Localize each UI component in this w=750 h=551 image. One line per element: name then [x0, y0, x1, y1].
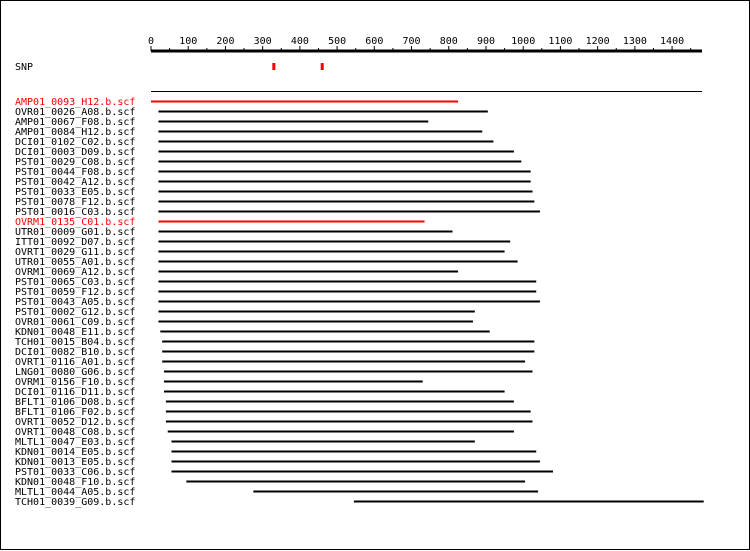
read-name: AMP01_0084_H12.b.scf	[15, 127, 136, 138]
axis-tick-label: 300	[253, 36, 272, 47]
read-name: UTR01_0055_A01.b.scf	[15, 257, 136, 268]
snp-track	[272, 63, 323, 70]
read-list	[15, 97, 704, 508]
read-bar	[162, 361, 525, 363]
read-name: PST01_0042_A12.b.scf	[15, 177, 136, 188]
read-bar	[158, 221, 424, 223]
read-name: PST01_0033_E05.b.scf	[15, 187, 136, 198]
read-name: AMP01_0093_H12.b.scf	[15, 97, 136, 108]
read-bar	[158, 251, 504, 253]
read-bar	[158, 211, 540, 213]
read-bar	[158, 201, 534, 203]
read-name: DCI01_0116_D11.b.scf	[15, 387, 136, 398]
axis-tick-label: 800	[439, 36, 458, 47]
read-bar	[158, 141, 493, 143]
read-alignment-diagram	[1, 1, 750, 551]
axis-tick-label: 100	[179, 36, 198, 47]
read-name: PST01_0033_C06.b.scf	[15, 467, 136, 478]
read-name: KDN01_0048_F10.b.scf	[15, 477, 136, 488]
read-bar	[166, 421, 533, 423]
axis-tick-label: 400	[290, 36, 309, 47]
read-bar	[171, 461, 539, 463]
position-axis	[148, 36, 691, 51]
read-bar	[158, 271, 458, 273]
axis-tick-label: 1400	[660, 36, 685, 47]
read-bar	[158, 151, 513, 153]
read-bar	[171, 441, 474, 443]
read-name: AMP01_0067_F08.b.scf	[15, 117, 136, 128]
read-bar	[186, 481, 525, 483]
axis-tick-label: 900	[476, 36, 496, 47]
read-name: OVRT1_0029_G11.b.scf	[15, 247, 136, 258]
axis-tick-label: 500	[328, 36, 347, 47]
read-name: ITT01_0092_D07.b.scf	[15, 237, 136, 248]
read-name: OVRM1_0135_C01.b.scf	[15, 217, 136, 228]
read-bar	[162, 341, 534, 343]
read-bar	[158, 171, 530, 173]
read-bar	[158, 121, 428, 123]
read-bar	[168, 431, 514, 433]
read-bar	[158, 321, 473, 323]
read-name: DCI01_0003_D09.b.scf	[15, 147, 136, 158]
read-name: BFLT1_0106_D08.b.scf	[15, 397, 136, 408]
read-name: OVRM1_0069_A12.b.scf	[15, 267, 136, 278]
read-name: MLTL1_0047_E03.b.scf	[15, 437, 136, 448]
read-name: PST01_0044_F08.b.scf	[15, 167, 136, 178]
read-bar	[162, 351, 534, 353]
read-bar	[253, 491, 538, 493]
read-name: OVRT1_0052_D12.b.scf	[15, 417, 136, 428]
read-name: OVRT1_0048_C08.b.scf	[15, 427, 136, 438]
read-name: OVRT1_0116_A01.b.scf	[15, 357, 136, 368]
read-bar	[164, 371, 532, 373]
read-bar	[160, 331, 489, 333]
read-name: OVRM1_0156_F10.b.scf	[15, 377, 136, 388]
read-name: PST01_0065_C03.b.scf	[15, 277, 136, 288]
read-name: OVR01_0061_C09.b.scf	[15, 317, 136, 328]
axis-tick-label: 1000	[511, 36, 536, 47]
read-bar	[164, 391, 505, 393]
read-bar	[158, 231, 452, 233]
read-name: OVR01_0026_A08.b.scf	[15, 107, 136, 118]
read-name: KDN01_0048_E11.b.scf	[15, 327, 136, 338]
read-bar	[171, 451, 536, 453]
read-bar	[354, 501, 704, 503]
axis-tick-label: 0	[147, 36, 155, 47]
read-name: PST01_0043_A05.b.scf	[15, 297, 136, 308]
axis-tick-label: 200	[216, 36, 235, 47]
read-bar	[151, 101, 458, 103]
read-bar	[166, 401, 514, 403]
read-name: LNG01_0080_G06.b.scf	[15, 367, 136, 378]
axis-tick-label: 1300	[622, 36, 647, 47]
read-name: KDN01_0014_E05.b.scf	[15, 447, 136, 458]
read-name: TCH01_0015_B04.b.scf	[15, 337, 136, 348]
read-bar	[158, 261, 517, 263]
read-name: PST01_0002_G12.b.scf	[15, 307, 136, 318]
read-name: DCI01_0102_C02.b.scf	[15, 137, 136, 148]
read-name: BFLT1_0106_F02.b.scf	[15, 407, 136, 418]
read-bar	[158, 241, 510, 243]
read-bar	[164, 381, 423, 383]
snp-marker	[321, 63, 324, 70]
read-name: UTR01_0009_G01.b.scf	[15, 227, 136, 238]
read-name: TCH01_0039_G09.b.scf	[15, 497, 136, 508]
axis-tick-label: 1100	[548, 36, 573, 47]
axis-tick-label: 700	[402, 36, 421, 47]
read-bar	[158, 161, 521, 163]
read-name: PST01_0016_C03.b.scf	[15, 207, 136, 218]
read-bar	[158, 181, 530, 183]
read-bar	[158, 311, 474, 313]
axis-tick-label: 600	[365, 36, 384, 47]
read-bar	[158, 131, 482, 133]
read-bar	[158, 191, 532, 193]
read-bar	[166, 411, 531, 413]
axis-tick-label: 1200	[585, 36, 610, 47]
read-bar	[158, 111, 487, 113]
snp-marker	[272, 63, 275, 70]
read-name: PST01_0059_F12.b.scf	[15, 287, 136, 298]
snp-track-label: SNP	[15, 62, 34, 73]
read-name: MLTL1_0044_A05.b.scf	[15, 487, 136, 498]
read-bar	[158, 291, 536, 293]
read-bar	[171, 471, 553, 473]
read-name: KDN01_0013_E05.b.scf	[15, 457, 136, 468]
read-name: PST01_0029_C08.b.scf	[15, 157, 136, 168]
read-name: PST01_0078_F12.b.scf	[15, 197, 136, 208]
read-name: DCI01_0082_B10.b.scf	[15, 347, 136, 358]
read-bar	[158, 301, 540, 303]
read-bar	[158, 281, 536, 283]
